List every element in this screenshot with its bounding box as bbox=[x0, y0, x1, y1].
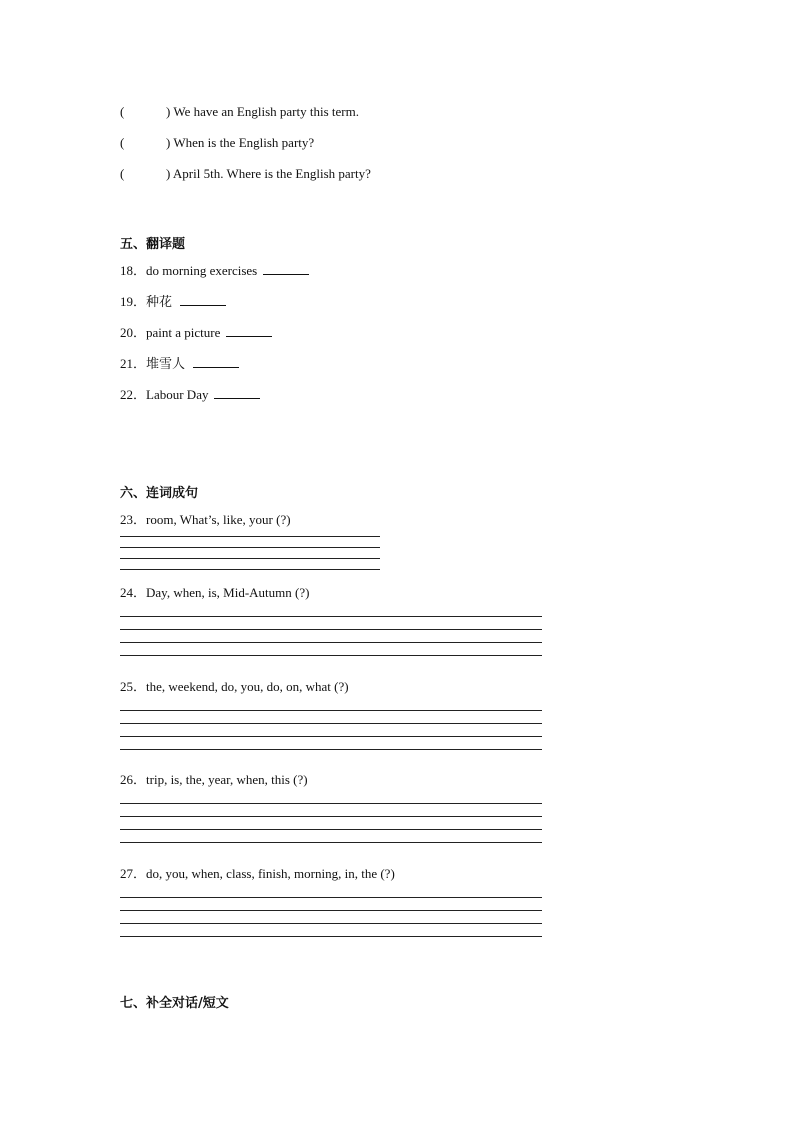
answer-line[interactable] bbox=[120, 723, 542, 724]
item-text: do morning exercises bbox=[146, 263, 258, 278]
translation-item-21 bbox=[120, 353, 239, 372]
answer-line[interactable] bbox=[120, 749, 542, 750]
answer-line[interactable] bbox=[120, 897, 542, 898]
section-5-title: 五、翻译题 bbox=[120, 237, 186, 252]
answer-line[interactable] bbox=[120, 536, 380, 537]
item-text: do, you, when, class, finish, morning, in, the (?) bbox=[146, 866, 395, 881]
section-6-title: 六、连词成句 bbox=[120, 486, 199, 501]
sentence-item-27 bbox=[120, 863, 395, 882]
dialogue-text: April 5th. Where is the English party? bbox=[172, 166, 371, 181]
dialogue-text: We have an English party this term. bbox=[173, 104, 359, 119]
answer-line[interactable] bbox=[120, 558, 380, 559]
paren-open: ( bbox=[120, 135, 125, 150]
sentence-item-25 bbox=[120, 676, 349, 695]
item-text: Day, when, is, Mid-Autumn (?) bbox=[146, 585, 310, 600]
item-number: 22． bbox=[120, 387, 147, 402]
translation-item-22 bbox=[120, 384, 260, 403]
paren-close: ) bbox=[166, 166, 171, 181]
item-text: Labour Day bbox=[146, 387, 209, 402]
answer-blank[interactable] bbox=[226, 324, 272, 337]
item-text: 种花 bbox=[146, 294, 173, 309]
answer-line[interactable] bbox=[120, 616, 542, 617]
translation-item-19 bbox=[120, 291, 226, 310]
answer-blank[interactable] bbox=[214, 386, 260, 399]
sentence-item-26 bbox=[120, 769, 308, 788]
answer-line[interactable] bbox=[120, 829, 542, 830]
item-number: 18． bbox=[120, 263, 147, 278]
paren-close: ) bbox=[166, 104, 171, 119]
item-number: 20． bbox=[120, 325, 147, 340]
dialogue-line-1 bbox=[120, 104, 359, 120]
answer-line[interactable] bbox=[120, 936, 542, 937]
item-number: 25． bbox=[120, 679, 147, 694]
answer-line[interactable] bbox=[120, 710, 542, 711]
answer-line[interactable] bbox=[120, 910, 542, 911]
item-text: paint a picture bbox=[146, 325, 221, 340]
answer-blank[interactable] bbox=[263, 262, 309, 275]
translation-item-18 bbox=[120, 260, 309, 279]
answer-line[interactable] bbox=[120, 736, 542, 737]
translation-item-20 bbox=[120, 322, 272, 341]
answer-line[interactable] bbox=[120, 569, 380, 570]
item-number: 19． bbox=[120, 294, 147, 309]
answer-line[interactable] bbox=[120, 803, 542, 804]
dialogue-text: When is the English party? bbox=[173, 135, 315, 150]
dialogue-line-3 bbox=[120, 166, 371, 182]
answer-line[interactable] bbox=[120, 547, 380, 548]
item-number: 23． bbox=[120, 512, 147, 527]
answer-blank[interactable] bbox=[180, 293, 226, 306]
section-7-title: 七、补全对话/短文 bbox=[120, 996, 229, 1011]
answer-line[interactable] bbox=[120, 655, 542, 656]
answer-line[interactable] bbox=[120, 842, 542, 843]
sentence-item-23 bbox=[120, 509, 291, 528]
item-text: room, What’s, like, your (?) bbox=[146, 512, 291, 527]
answer-line[interactable] bbox=[120, 923, 542, 924]
answer-line[interactable] bbox=[120, 642, 542, 643]
item-number: 26． bbox=[120, 772, 147, 787]
dialogue-line-2 bbox=[120, 135, 314, 151]
item-text: 堆雪人 bbox=[146, 356, 186, 371]
sentence-item-24 bbox=[120, 582, 309, 601]
answer-line[interactable] bbox=[120, 629, 542, 630]
answer-line[interactable] bbox=[120, 816, 542, 817]
paren-close: ) bbox=[166, 135, 171, 150]
paren-open: ( bbox=[120, 166, 125, 181]
item-number: 27． bbox=[120, 866, 147, 881]
item-text: trip, is, the, year, when, this (?) bbox=[146, 772, 308, 787]
item-text: the, weekend, do, you, do, on, what (?) bbox=[146, 679, 349, 694]
item-number: 21． bbox=[120, 356, 147, 371]
paren-open: ( bbox=[120, 104, 125, 119]
answer-blank[interactable] bbox=[193, 355, 239, 368]
item-number: 24． bbox=[120, 585, 147, 600]
